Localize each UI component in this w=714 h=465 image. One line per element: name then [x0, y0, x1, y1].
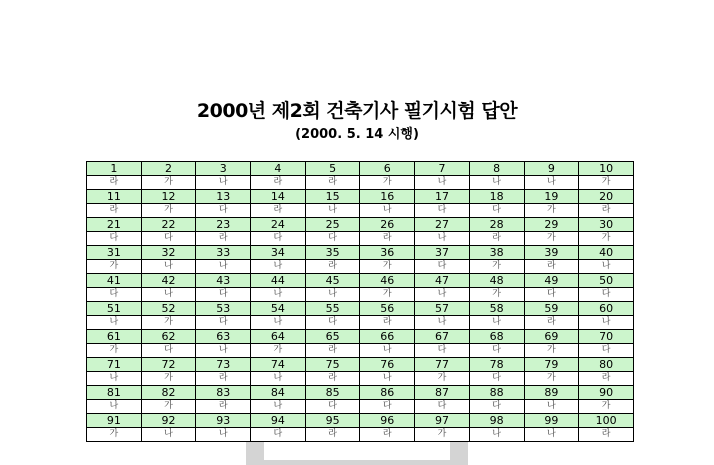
question-number-cell: 40: [579, 246, 634, 260]
answer-cell: 나: [469, 428, 524, 442]
question-number-cell: 42: [141, 274, 196, 288]
answer-cell: 가: [141, 176, 196, 190]
question-number-cell: 57: [415, 302, 470, 316]
answer-cell: 나: [415, 316, 470, 330]
answer-cell: 라: [360, 232, 415, 246]
answer-cell: 라: [524, 260, 579, 274]
answer-cell: 가: [87, 428, 142, 442]
question-number-cell: 76: [360, 358, 415, 372]
answer-cell: 나: [524, 400, 579, 414]
question-number-cell: 67: [415, 330, 470, 344]
question-number-cell: 69: [524, 330, 579, 344]
question-number-cell: 98: [469, 414, 524, 428]
question-number-cell: 70: [579, 330, 634, 344]
answer-cell: 나: [579, 316, 634, 330]
question-number-row: [87, 386, 634, 400]
question-number-row: [87, 218, 634, 232]
answer-cell: 가: [141, 316, 196, 330]
answer-cell: 가: [87, 260, 142, 274]
question-number-cell: 84: [251, 386, 306, 400]
question-number-cell: 5: [305, 162, 360, 176]
question-number-cell: 52: [141, 302, 196, 316]
question-number-cell: 47: [415, 274, 470, 288]
answer-cell: 나: [196, 344, 251, 358]
answer-cell: 가: [141, 400, 196, 414]
answer-cell: 가: [469, 288, 524, 302]
question-number-cell: 56: [360, 302, 415, 316]
answer-cell: 다: [87, 288, 142, 302]
question-number-row: [87, 358, 634, 372]
question-number-cell: 11: [87, 190, 142, 204]
answer-cell: 나: [141, 260, 196, 274]
question-number-cell: 41: [87, 274, 142, 288]
question-number-cell: 4: [251, 162, 306, 176]
question-number-cell: 63: [196, 330, 251, 344]
answer-cell: 나: [360, 204, 415, 218]
question-number-cell: 96: [360, 414, 415, 428]
question-number-cell: 66: [360, 330, 415, 344]
question-number-cell: 19: [524, 190, 579, 204]
question-number-cell: 29: [524, 218, 579, 232]
question-number-cell: 75: [305, 358, 360, 372]
answer-row: [87, 316, 634, 330]
answer-table: [86, 161, 634, 442]
question-number-cell: 64: [251, 330, 306, 344]
answer-cell: 다: [251, 232, 306, 246]
answer-cell: 나: [360, 344, 415, 358]
answer-row: [87, 372, 634, 386]
answer-cell: 가: [524, 344, 579, 358]
question-number-cell: 54: [251, 302, 306, 316]
page-subtitle: (2000. 5. 14 시행): [295, 127, 419, 142]
question-number-row: [87, 330, 634, 344]
question-number-cell: 35: [305, 246, 360, 260]
answer-cell: 나: [469, 316, 524, 330]
answer-cell: 나: [524, 176, 579, 190]
answer-cell: 다: [579, 344, 634, 358]
question-number-row: [87, 302, 634, 316]
answer-cell: 나: [251, 372, 306, 386]
question-number-cell: 36: [360, 246, 415, 260]
question-number-cell: 33: [196, 246, 251, 260]
question-number-cell: 82: [141, 386, 196, 400]
answer-cell: 나: [87, 400, 142, 414]
question-number-cell: 45: [305, 274, 360, 288]
question-number-cell: 95: [305, 414, 360, 428]
question-number-cell: 77: [415, 358, 470, 372]
answer-cell: 나: [469, 176, 524, 190]
answer-cell: 나: [196, 260, 251, 274]
question-number-cell: 62: [141, 330, 196, 344]
answer-cell: 다: [469, 204, 524, 218]
answer-row: [87, 428, 634, 442]
question-number-cell: 14: [251, 190, 306, 204]
question-number-cell: 61: [87, 330, 142, 344]
answer-cell: 가: [360, 288, 415, 302]
answer-cell: 가: [579, 176, 634, 190]
answer-cell: 가: [524, 372, 579, 386]
answer-cell: 다: [469, 400, 524, 414]
question-number-cell: 59: [524, 302, 579, 316]
question-number-cell: 91: [87, 414, 142, 428]
answer-cell: 나: [251, 316, 306, 330]
answer-cell: 다: [196, 316, 251, 330]
answer-cell: 다: [141, 344, 196, 358]
answer-cell: 가: [524, 204, 579, 218]
answer-cell: 다: [415, 260, 470, 274]
question-number-cell: 6: [360, 162, 415, 176]
answer-cell: 가: [360, 260, 415, 274]
answer-cell: 라: [579, 204, 634, 218]
answer-cell: 나: [360, 372, 415, 386]
answer-cell: 가: [469, 260, 524, 274]
question-number-cell: 53: [196, 302, 251, 316]
question-number-cell: 16: [360, 190, 415, 204]
question-number-cell: 90: [579, 386, 634, 400]
question-number-cell: 22: [141, 218, 196, 232]
answer-cell: 라: [196, 400, 251, 414]
question-number-cell: 50: [579, 274, 634, 288]
answer-cell: 라: [305, 260, 360, 274]
answer-cell: 다: [141, 232, 196, 246]
question-number-cell: 65: [305, 330, 360, 344]
question-number-cell: 93: [196, 414, 251, 428]
answer-cell: 라: [251, 176, 306, 190]
answer-cell: 다: [360, 400, 415, 414]
question-number-cell: 15: [305, 190, 360, 204]
answer-cell: 가: [141, 204, 196, 218]
question-number-cell: 7: [415, 162, 470, 176]
question-number-cell: 43: [196, 274, 251, 288]
question-number-cell: 8: [469, 162, 524, 176]
question-number-cell: 10: [579, 162, 634, 176]
question-number-cell: 60: [579, 302, 634, 316]
question-number-cell: 26: [360, 218, 415, 232]
answer-cell: 가: [251, 344, 306, 358]
question-number-cell: 87: [415, 386, 470, 400]
answer-cell: 라: [524, 316, 579, 330]
question-number-cell: 73: [196, 358, 251, 372]
answer-cell: 라: [305, 428, 360, 442]
question-number-cell: 18: [469, 190, 524, 204]
answer-cell: 라: [87, 204, 142, 218]
question-number-cell: 1: [87, 162, 142, 176]
answer-cell: 다: [251, 428, 306, 442]
answer-cell: 가: [524, 232, 579, 246]
answer-cell: 가: [579, 232, 634, 246]
answer-cell: 나: [196, 176, 251, 190]
question-number-cell: 58: [469, 302, 524, 316]
answer-row: [87, 344, 634, 358]
answer-row: [87, 400, 634, 414]
answer-row: [87, 176, 634, 190]
question-number-cell: 99: [524, 414, 579, 428]
answer-cell: 라: [251, 204, 306, 218]
question-number-cell: 20: [579, 190, 634, 204]
answer-cell: 나: [305, 204, 360, 218]
question-number-cell: 37: [415, 246, 470, 260]
answer-cell: 다: [415, 400, 470, 414]
question-number-cell: 74: [251, 358, 306, 372]
answer-cell: 라: [196, 232, 251, 246]
answer-cell: 나: [579, 260, 634, 274]
question-number-cell: 79: [524, 358, 579, 372]
answer-cell: 나: [415, 176, 470, 190]
question-number-cell: 92: [141, 414, 196, 428]
answer-cell: 나: [87, 316, 142, 330]
answer-cell: 다: [415, 204, 470, 218]
question-number-row: [87, 246, 634, 260]
question-number-cell: 71: [87, 358, 142, 372]
page-title: 2000년 제2회 건축기사 필기시험 답안: [196, 100, 518, 122]
answer-cell: 나: [251, 260, 306, 274]
question-number-cell: 32: [141, 246, 196, 260]
question-number-cell: 86: [360, 386, 415, 400]
question-number-cell: 94: [251, 414, 306, 428]
answer-cell: 나: [87, 372, 142, 386]
answer-cell: 나: [305, 288, 360, 302]
answer-row: [87, 288, 634, 302]
question-number-cell: 34: [251, 246, 306, 260]
question-number-row: [87, 274, 634, 288]
question-number-cell: 85: [305, 386, 360, 400]
answer-cell: 나: [415, 232, 470, 246]
answer-cell: 나: [196, 428, 251, 442]
answer-cell: 라: [469, 232, 524, 246]
question-number-cell: 81: [87, 386, 142, 400]
question-number-cell: 46: [360, 274, 415, 288]
question-number-cell: 49: [524, 274, 579, 288]
question-number-cell: 44: [251, 274, 306, 288]
question-number-cell: 31: [87, 246, 142, 260]
question-number-cell: 89: [524, 386, 579, 400]
question-number-row: [87, 414, 634, 428]
answer-cell: 다: [196, 204, 251, 218]
question-number-cell: 78: [469, 358, 524, 372]
answer-cell: 라: [360, 428, 415, 442]
question-number-cell: 48: [469, 274, 524, 288]
answer-cell: 가: [415, 372, 470, 386]
answer-cell: 나: [524, 428, 579, 442]
answer-cell: 가: [141, 372, 196, 386]
answer-cell: 나: [141, 288, 196, 302]
answer-cell: 라: [305, 344, 360, 358]
answer-cell: 라: [360, 316, 415, 330]
question-number-cell: 39: [524, 246, 579, 260]
question-number-cell: 51: [87, 302, 142, 316]
answer-cell: 가: [360, 176, 415, 190]
answer-cell: 다: [196, 288, 251, 302]
question-number-cell: 72: [141, 358, 196, 372]
question-number-cell: 9: [524, 162, 579, 176]
question-number-cell: 30: [579, 218, 634, 232]
answer-cell: 나: [251, 288, 306, 302]
answer-cell: 나: [251, 400, 306, 414]
question-number-cell: 88: [469, 386, 524, 400]
question-number-cell: 97: [415, 414, 470, 428]
question-number-cell: 3: [196, 162, 251, 176]
answer-cell: 라: [305, 372, 360, 386]
answer-cell: 나: [141, 428, 196, 442]
answer-cell: 다: [524, 288, 579, 302]
answer-row: [87, 204, 634, 218]
answer-cell: 라: [196, 372, 251, 386]
question-number-cell: 55: [305, 302, 360, 316]
answer-cell: 다: [469, 372, 524, 386]
answer-cell: 나: [415, 288, 470, 302]
question-number-cell: 38: [469, 246, 524, 260]
question-number-cell: 25: [305, 218, 360, 232]
question-number-cell: 27: [415, 218, 470, 232]
answer-cell: 라: [305, 176, 360, 190]
answer-cell: 다: [469, 344, 524, 358]
answer-cell: 가: [415, 428, 470, 442]
answer-row: [87, 232, 634, 246]
answer-cell: 가: [87, 344, 142, 358]
question-number-cell: 80: [579, 358, 634, 372]
answer-row: [87, 260, 634, 274]
answer-cell: 라: [579, 428, 634, 442]
answer-cell: 다: [305, 316, 360, 330]
question-number-cell: 17: [415, 190, 470, 204]
question-number-cell: 24: [251, 218, 306, 232]
question-number-cell: 2: [141, 162, 196, 176]
question-number-row: [87, 190, 634, 204]
question-number-cell: 12: [141, 190, 196, 204]
question-number-cell: 100: [579, 414, 634, 428]
question-number-cell: 68: [469, 330, 524, 344]
answer-cell: 다: [87, 232, 142, 246]
answer-cell: 다: [579, 288, 634, 302]
question-number-cell: 23: [196, 218, 251, 232]
question-number-cell: 83: [196, 386, 251, 400]
answer-cell: 라: [579, 372, 634, 386]
answer-cell: 다: [305, 232, 360, 246]
question-number-cell: 28: [469, 218, 524, 232]
answer-cell: 다: [415, 344, 470, 358]
question-number-cell: 21: [87, 218, 142, 232]
answer-cell: 가: [579, 400, 634, 414]
answer-cell: 라: [87, 176, 142, 190]
question-number-cell: 13: [196, 190, 251, 204]
question-number-row: [87, 162, 634, 176]
answer-cell: 다: [305, 400, 360, 414]
